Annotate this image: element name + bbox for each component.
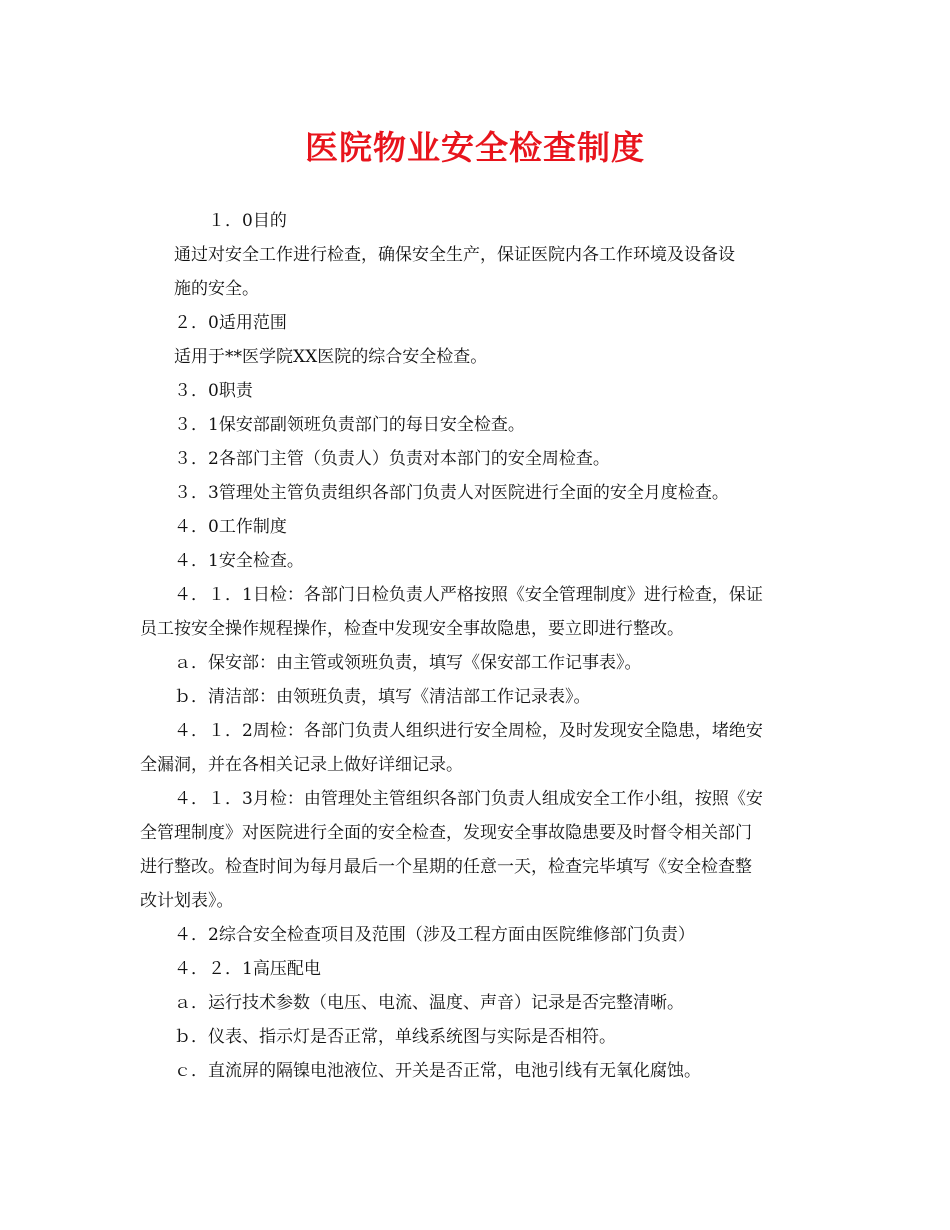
paragraph-line: ４．0工作制度 <box>174 517 287 537</box>
paragraph-line: ４．１．2周检：各部门负责人组织进行安全周检，及时发现安全隐患，堵绝安 <box>174 721 763 741</box>
paragraph-line: ｂ．仪表、指示灯是否正常，单线系统图与实际是否相符。 <box>174 1027 616 1047</box>
paragraph-line: 施的安全。 <box>174 279 259 299</box>
paragraph-line: ４．１．3月检：由管理处主管组织各部门负责人组成安全工作小组，按照《安 <box>174 789 763 809</box>
paragraph-line: 员工按安全操作规程操作，检查中发现安全事故隐患，要立即进行整改。 <box>140 619 684 639</box>
document-body <box>140 204 812 1088</box>
paragraph-line: 改计划表》。 <box>140 891 234 911</box>
paragraph-line: ｂ．清洁部：由领班负责，填写《清洁部工作记录表》。 <box>174 687 591 707</box>
paragraph-line: ３．0职责 <box>174 381 253 401</box>
paragraph-line: ４．２．1高压配电 <box>174 959 321 979</box>
paragraph-line: ３．2各部门主管（负责人）负责对本部门的安全周检查。 <box>174 449 610 469</box>
paragraph-line: ４．１．1日检：各部门日检负责人严格按照《安全管理制度》进行检查，保证 <box>174 585 763 605</box>
paragraph-line: ３．3管理处主管负责组织各部门负责人对医院进行全面的安全月度检查。 <box>174 483 729 503</box>
paragraph-line: ４．2综合安全检查项目及范围（涉及工程方面由医院维修部门负责） <box>174 925 695 945</box>
paragraph-line: 全漏洞，并在各相关记录上做好详细记录。 <box>140 755 463 775</box>
paragraph-line: 通过对安全工作进行检查，确保安全生产，保证医院内各工作环境及设备设 <box>174 245 735 265</box>
paragraph-line: 全管理制度》对医院进行全面的安全检查，发现安全事故隐患要及时督令相关部门 <box>140 823 752 843</box>
paragraph-line: ｃ．直流屏的隔镍电池液位、开关是否正常，电池引线有无氧化腐蚀。 <box>174 1061 701 1081</box>
paragraph-line: ３．1保安部副领班负责部门的每日安全检查。 <box>174 415 525 435</box>
paragraph-line: ２．0适用范围 <box>174 313 287 333</box>
paragraph-line: １．0目的 <box>208 211 287 231</box>
document-title: 医院物业安全检查制度 <box>305 128 645 167</box>
paragraph-line: 适用于**医学院XX医院的综合安全检查。 <box>174 347 488 367</box>
paragraph-line: ａ．保安部：由主管或领班负责，填写《保安部工作记事表》。 <box>174 653 642 673</box>
paragraph-line: ａ．运行技术参数（电压、电流、温度、声音）记录是否完整清晰。 <box>174 993 684 1013</box>
paragraph-line: 进行整改。检查时间为每月最后一个星期的任意一天，检查完毕填写《安全检查整 <box>140 857 752 877</box>
paragraph-line: ４．1安全检查。 <box>174 551 304 571</box>
